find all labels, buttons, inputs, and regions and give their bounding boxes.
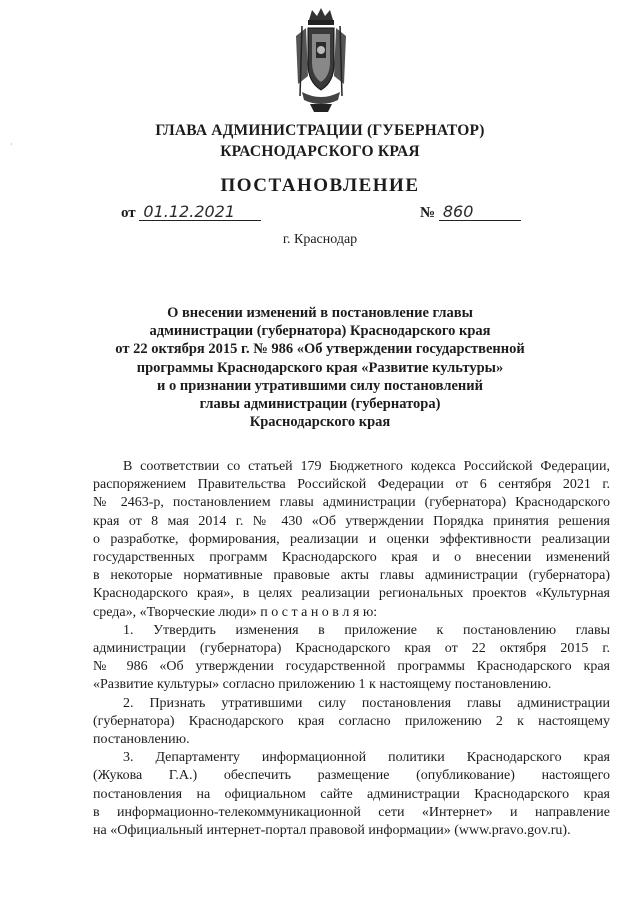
title-line: администрации (губернатора) Краснодарского края (149, 323, 491, 340)
title-line: О внесении изменений в постановление главы (167, 305, 473, 321)
body-line: края от 8 мая 2014 г. № 430 «Об утверждении Порядка принятия решения (93, 513, 610, 529)
body-line: 1. Утвердить изменения в приложение к постановлению главы (123, 622, 610, 638)
body-line: Краснодарского края», в целях реализации региональных проектов «Культурная (93, 586, 610, 602)
title-line: и о признании утратившими силу постановлений (157, 377, 483, 394)
authority-name-line2: КРАСНОДАРСКОГО КРАЯ (220, 143, 420, 160)
authority-name-line1: ГЛАВА АДМИНИСТРАЦИИ (ГУБЕРНАТОР) (155, 122, 485, 139)
body-line: № 2463-р, постановлением главы администрации (губернатора) Краснодарского (93, 495, 610, 511)
body-line: в некоторые нормативные правовые акты главы администрации (губернатора) (93, 568, 610, 584)
body-line: постановлению. (93, 732, 190, 748)
body-line: распоряжением Правительства Российской Федерации от 6 сентября 2021 г. (93, 477, 610, 493)
document-type-heading: ПОСТАНОВЛЕНИЕ (220, 175, 420, 196)
date-prefix: от (121, 205, 136, 221)
body-line: 3. Департаменту информационной политики Краснодарского края (123, 750, 610, 766)
title-line: главы администрации (губернатора) (199, 396, 441, 413)
city-line: г. Краснодар (282, 232, 358, 247)
document-number (420, 204, 521, 222)
document-title (100, 304, 540, 431)
body-line: В соответствии со статьей 179 Бюджетного кодекса Российской Федерации, (123, 459, 610, 474)
document-body (93, 458, 610, 840)
body-line: № 986 «Об утверждении государственной программы Краснодарского края (93, 659, 610, 675)
title-line: программы Краснодарского края «Развитие культуры» (136, 359, 504, 376)
body-line: о разработке, формирования, реализации и оценки эффективности реализации (93, 531, 610, 547)
title-line: Краснодарского края (249, 414, 391, 431)
body-line: «Развитие культуры» согласно приложению 1 к настоящему постановлению. (93, 677, 552, 693)
scan-mark: · (10, 140, 13, 149)
body-line: в информационно-телекоммуникационной сети «Интернет» и направление (93, 804, 610, 820)
body-line: среда», «Творческие люди» п о с т а н о в л я ю: (93, 604, 378, 620)
date-handwritten: 01.12.2021 (139, 204, 261, 221)
body-line: на «Официальный интернет-портал правовой информации» (www.pravo.gov.ru). (93, 823, 571, 839)
body-line: администрации (губернатора) Краснодарского края от 22 октября 2015 г. (93, 641, 610, 657)
body-line: 2. Признать утратившими силу постановления главы администрации (123, 695, 610, 711)
body-line: (губернатора) Краснодарского края согласно приложению 2 к настоящему (93, 713, 610, 729)
number-handwritten: 860 (439, 204, 521, 221)
title-line: от 22 октября 2015 г. № 986 «Об утверждении государственной (115, 341, 525, 358)
body-line: государственных программ Краснодарского края и о внесении изменений (93, 550, 610, 566)
number-prefix: № (420, 205, 436, 221)
document-date (121, 204, 261, 222)
coat-of-arms-emblem (292, 6, 350, 114)
body-line: постановления на официальном сайте администрации Краснодарского края (93, 786, 610, 802)
body-line: (Жукова Г.А.) обеспечить размещение (опубликование) настоящего (93, 768, 610, 784)
